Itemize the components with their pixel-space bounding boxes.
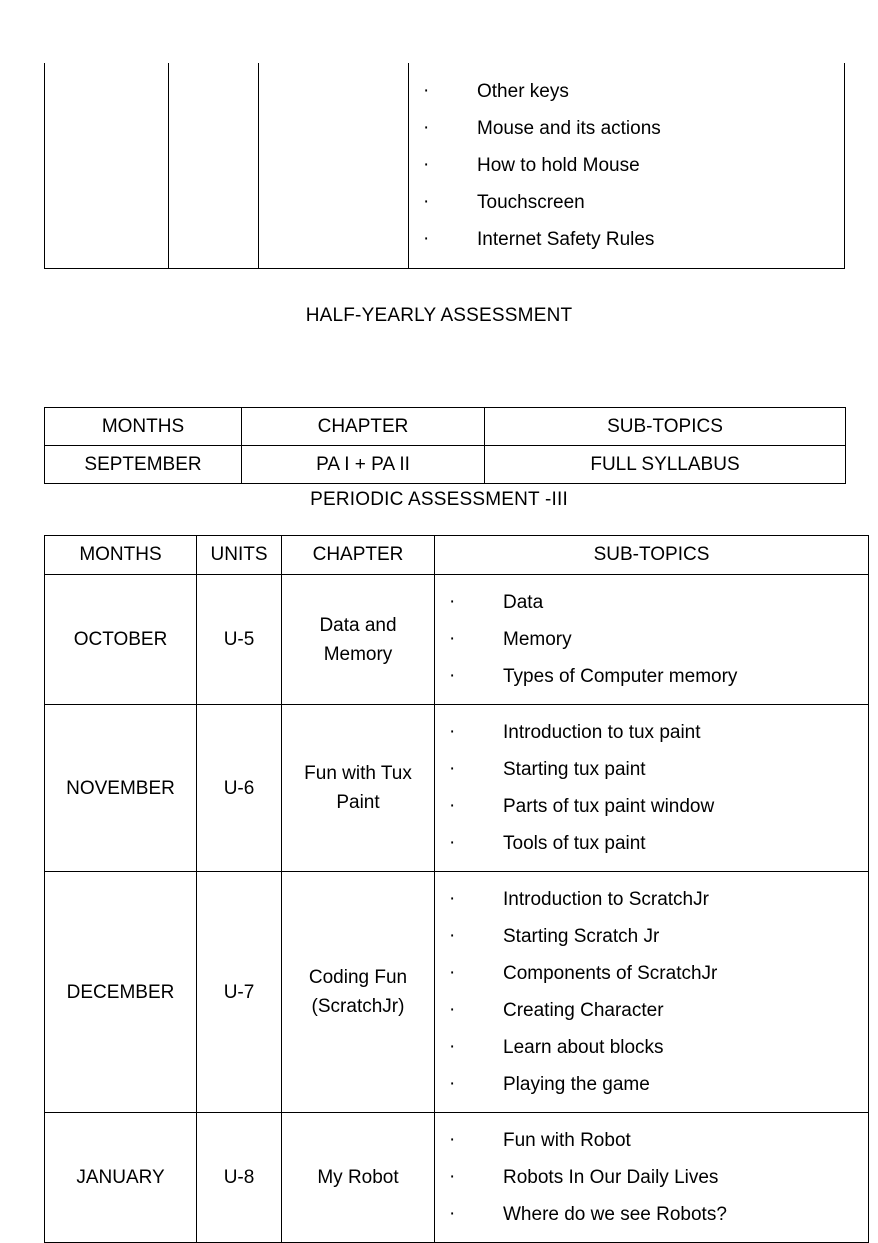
cell-months: DECEMBER: [45, 872, 197, 1113]
chapter-line-2: Memory: [323, 643, 393, 665]
cell-subtopics: [435, 705, 869, 872]
list-item: · Starting tux paint: [435, 751, 868, 788]
table-row: [45, 575, 869, 705]
cell-months: SEPTEMBER: [45, 446, 242, 484]
table-row: [45, 872, 869, 1113]
cell-units: U-6: [197, 705, 282, 872]
half-yearly-assessment-heading: HALF-YEARLY ASSESSMENT: [305, 305, 573, 326]
list-item: · Learn about blocks: [435, 1029, 868, 1066]
list-item: · Playing the game: [435, 1066, 868, 1103]
chapter-line-1: Fun with Tux: [304, 763, 412, 784]
cell-months: OCTOBER: [45, 575, 197, 705]
list-item: · Creating Character: [435, 992, 868, 1029]
header-chapter: CHAPTER: [242, 408, 485, 446]
cell-subtopics: [435, 1113, 869, 1243]
table-row: [45, 705, 869, 872]
table-header-row: [45, 536, 869, 575]
list-item: · Parts of tux paint window: [435, 788, 868, 825]
cell-chapter: PA I + PA II: [242, 446, 485, 484]
subtopic-list: [409, 73, 844, 258]
cell-units: U-5: [197, 575, 282, 705]
header-units: UNITS: [197, 536, 282, 575]
list-item: · Starting Scratch Jr: [435, 918, 868, 955]
cell-chapter: [282, 575, 435, 705]
header-months: MONTHS: [45, 408, 242, 446]
table-row: [45, 446, 846, 484]
list-item: · Fun with Robot: [435, 1122, 868, 1159]
cell-units: U-7: [197, 872, 282, 1113]
periodic-assessment-three-table: [44, 535, 869, 1243]
list-item: · Tools of tux paint: [435, 825, 868, 862]
list-item: · Internet Safety Rules: [409, 221, 844, 258]
periodic-assessment-three-heading: PERIODIC ASSESSMENT -III: [310, 489, 568, 510]
chapter-line-2: (ScratchJr): [311, 996, 405, 1017]
list-item: · How to hold Mouse: [409, 147, 844, 184]
cell-chapter: [282, 872, 435, 1113]
cell-chapter: My Robot: [282, 1113, 435, 1243]
header-subtopics: SUB-TOPICS: [485, 408, 846, 446]
header-months: MONTHS: [45, 536, 197, 575]
cell-months: [45, 63, 169, 269]
list-item: · Introduction to tux paint: [435, 714, 868, 751]
half-yearly-assessment-table: [44, 407, 846, 484]
header-chapter: CHAPTER: [282, 536, 435, 575]
list-item: · Other keys: [409, 73, 844, 110]
list-item: · Introduction to ScratchJr: [435, 881, 868, 918]
list-item: · Mouse and its actions: [409, 110, 844, 147]
subtopic-list: [435, 1122, 868, 1233]
cell-chapter: [282, 705, 435, 872]
list-item: · Memory: [435, 621, 868, 658]
subtopic-list: [435, 881, 868, 1103]
cell-months: JANUARY: [45, 1113, 197, 1243]
list-item: · Robots In Our Daily Lives: [435, 1159, 868, 1196]
chapter-line-1: Data and: [319, 614, 397, 636]
table-header-row: [45, 408, 846, 446]
cell-units: [169, 63, 259, 269]
subtopic-list: [435, 714, 868, 862]
list-item: · Data: [435, 584, 868, 621]
cell-subtopics: [409, 63, 845, 269]
chapter-line-1: Coding Fun: [308, 967, 408, 988]
list-item: · Types of Computer memory: [435, 658, 868, 695]
cell-chapter: [259, 63, 409, 269]
cell-months: NOVEMBER: [45, 705, 197, 872]
header-subtopics: SUB-TOPICS: [435, 536, 869, 575]
cell-subtopics: [435, 872, 869, 1113]
cell-subtopics: [435, 575, 869, 705]
chapter-line-2: Paint: [336, 792, 380, 813]
list-item: · Where do we see Robots?: [435, 1196, 868, 1233]
list-item: · Components of ScratchJr: [435, 955, 868, 992]
table-row: [45, 1113, 869, 1243]
cell-subtopics: FULL SYLLABUS: [485, 446, 846, 484]
subtopic-list: [435, 584, 868, 695]
continued-syllabus-table: [44, 63, 845, 269]
list-item: · Touchscreen: [409, 184, 844, 221]
cell-units: U-8: [197, 1113, 282, 1243]
table-row: [45, 63, 845, 269]
